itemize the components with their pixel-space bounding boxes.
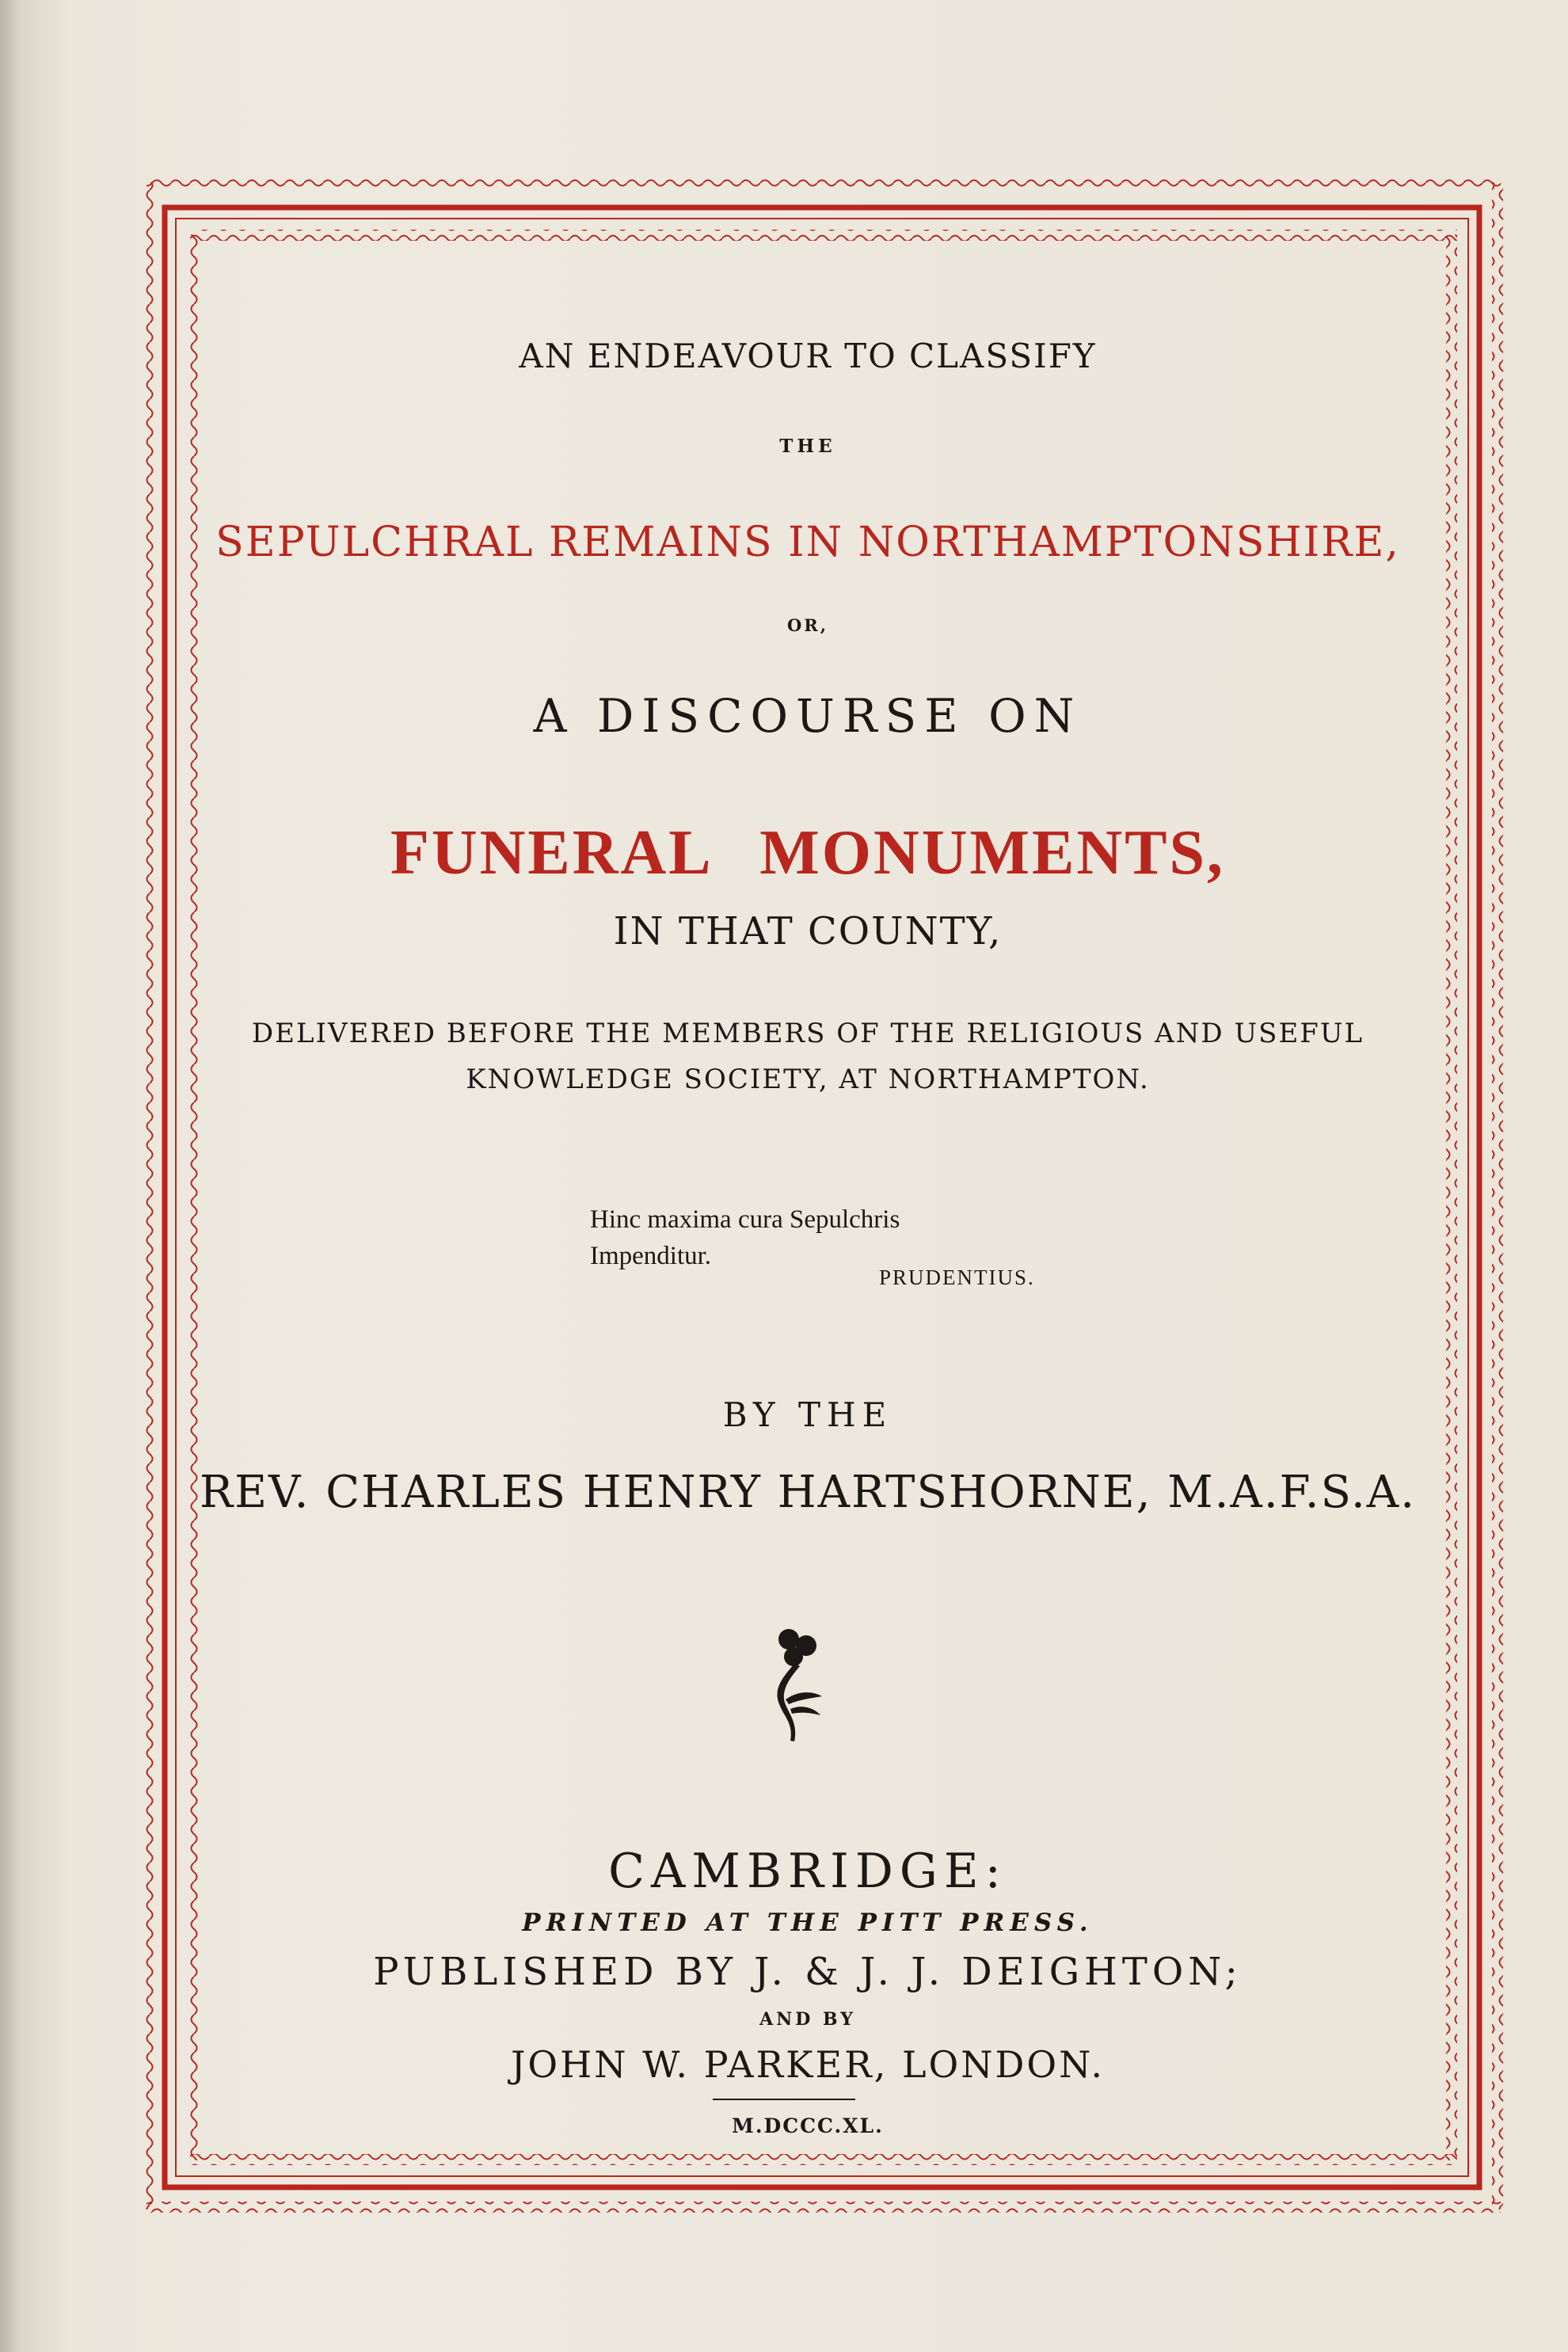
delivered-line-2: KNOWLEDGE SOCIETY, AT NORTHAMPTON. [466,1064,1150,1095]
title-county: IN THAT COUNTY, [613,909,1003,953]
epigraph-author: PRUDENTIUS. [879,1265,1035,1289]
imprint-publisher-2: JOHN W. PARKER, LONDON. [510,2043,1106,2086]
imprint-year: M.DCCC.XL. [732,2114,884,2137]
imprint-place: CAMBRIDGE: [608,1844,1007,1899]
epigraph-line-1: Hinc maxima cura Sepulchris [590,1205,900,1234]
imprint-publisher: PUBLISHED BY J. & J. J. DEIGHTON; [373,1950,1243,1994]
delivered-line-1: DELIVERED BEFORE THE MEMBERS OF THE RELIGIOUS AND USEFUL [251,1018,1364,1049]
author-name: REV. CHARLES HENRY HARTSHORNE, M.A.F.S.A. [199,1467,1417,1518]
imprint-rule [713,2099,855,2100]
title-word-or: OR, [786,615,829,635]
imprint-printer: PRINTED AT THE PITT PRESS. [522,1909,1094,1937]
title-subject: SEPULCHRAL REMAINS IN NORTHAMPTONSHIRE, [215,519,1400,566]
main-title: FUNERAL MONUMENTS, [390,818,1226,888]
by-the: BY THE [722,1395,893,1434]
epigraph-line-2: Impenditur. [590,1242,712,1270]
flower-ornament-icon [759,1622,838,1749]
title-word-the: THE [779,436,836,457]
title-discourse: A DISCOURSE ON [533,689,1083,743]
imprint-and-by: AND BY [759,2009,856,2030]
title-line-endeavour: AN ENDEAVOUR TO CLASSIFY [519,337,1097,375]
